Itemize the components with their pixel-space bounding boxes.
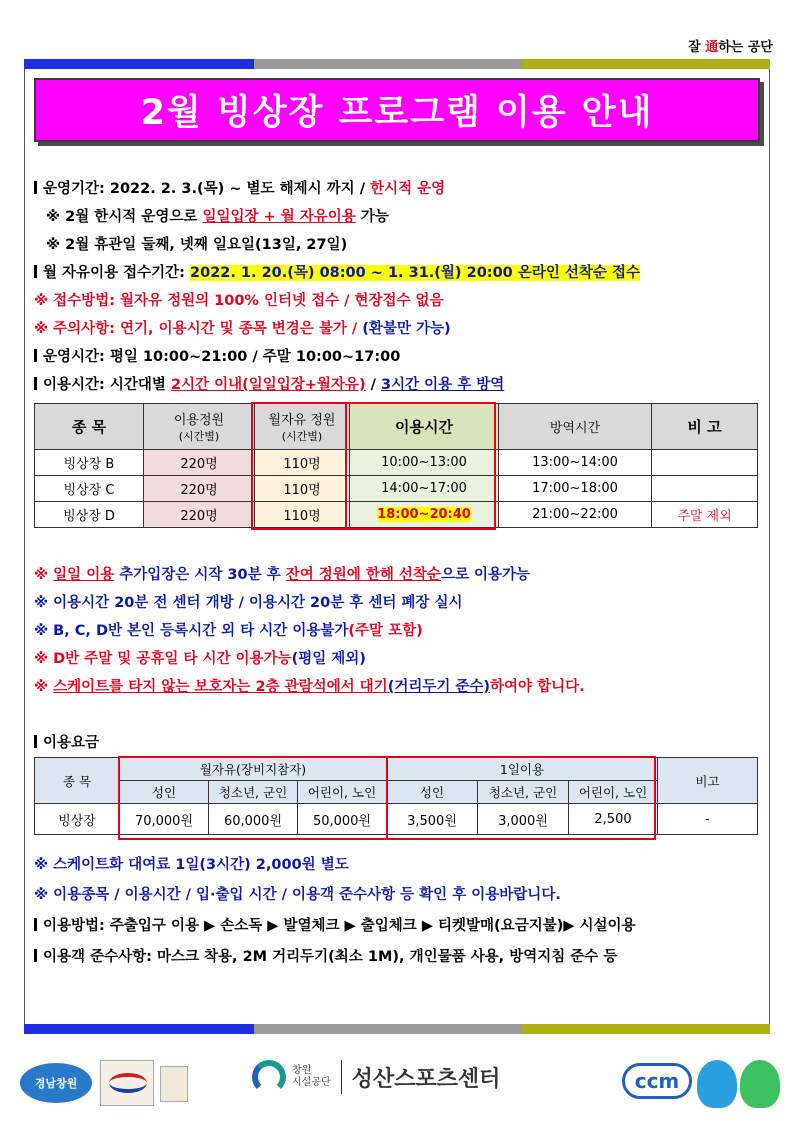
note-d-weekend: ※ D반 주말 및 공휴일 타 시간 이용가능(평일 제외) xyxy=(34,651,366,667)
info-period: 운영기간: 2022. 2. 3.(목) ~ 별도 해제시 까지 / 한시적 운영 xyxy=(34,177,445,198)
emblem-logo xyxy=(100,1060,154,1106)
info-method: ※ 접수방법: 월자유 정원의 100% 인터넷 접수 / 현장접수 없음 xyxy=(34,293,444,309)
header-item: 종 목 xyxy=(35,404,144,450)
center-name: 성산스포츠센터 xyxy=(351,1066,501,1092)
note-daily-entry: ※ 일일 이용 추가입장은 시작 30분 후 잔여 정원에 한해 선착순으로 이용가능 xyxy=(34,567,531,583)
info-usage-method: 이용방법: 주출입구 이용 ▶ 손소독 ▶ 발열체크 ▶ 출입체크 ▶ 티켓발매(요금지불)▶ 시설이용 xyxy=(34,914,636,935)
table-row: 빙상장 70,000원 60,000원 50,000원 3,500원 3,000원 2,500 - xyxy=(35,804,758,835)
title-banner xyxy=(34,78,760,142)
schedule-table xyxy=(34,403,758,528)
info-usage-time: 이용시간: 시간대별 2시간 이내(일일입장+월자유) / 3시간 이용 후 방역 xyxy=(34,373,504,394)
note-bcd: ※ B, C, D반 본인 등록시간 외 타 시간 이용불가(주말 포함) xyxy=(34,623,423,639)
ccm-logo: ccm xyxy=(622,1063,692,1099)
fee-heading: 이용요금 xyxy=(34,731,99,752)
table-header-row xyxy=(35,404,758,450)
fee-header-row: 종 목 월자유(장비지참자) 1일이용 비고 xyxy=(35,758,758,781)
table-row: 빙상장 B 220명 110명 10:00~13:00 13:00~14:00 xyxy=(35,450,758,476)
info-hours: 운영시간: 평일 10:00~21:00 / 주말 10:00~17:00 xyxy=(34,345,400,366)
city-logo: 경남창원 xyxy=(20,1063,92,1103)
header-monthly-capacity: 월자유 정원 (시간별) xyxy=(255,404,350,450)
header-usage-time: 이용시간 xyxy=(350,404,499,450)
page-title: 2월 빙상장 프로그램 이용 안내 xyxy=(140,93,654,133)
fee-subheader-row: 성인 청소년, 군인 어린이, 노인 성인 청소년, 군인 어린이, 노인 xyxy=(35,781,758,804)
emblem-small-logo xyxy=(160,1066,188,1102)
header-capacity: 이용정원 (시간별) xyxy=(144,404,255,450)
info-feb-note: ※ 2월 한시적 운영으로 일일입장 + 월 자유이용 가능 xyxy=(46,209,389,225)
info-visitor-rules: 이용객 준수사항: 마스크 착용, 2M 거리두기(최소 1M), 개인물품 사용, 방역지침 준수 등 xyxy=(34,945,617,966)
bottom-color-bar xyxy=(24,1024,770,1034)
info-registration: 월 자유이용 접수기간: 2022. 1. 20.(목) 08:00 ~ 1. 31.(월) 20:00 온라인 선착순 접수 xyxy=(34,261,640,282)
slogan: 잘 通하는 공단 xyxy=(688,40,773,55)
header-note: 비 고 xyxy=(652,404,758,450)
swirl-icon xyxy=(252,1060,286,1094)
center-logo: 창원 시설공단 성산스포츠센터 xyxy=(252,1060,500,1094)
mascot-blue-icon xyxy=(697,1060,737,1108)
note-check-before: ※ 이용종목 / 이용시간 / 입·출입 시간 / 이용객 준수사항 등 확인 후 이용바랍니다. xyxy=(34,887,561,903)
fee-table xyxy=(34,757,758,835)
note-open-close: ※ 이용시간 20분 전 센터 개방 / 이용시간 20분 후 센터 폐장 실시 xyxy=(34,595,463,611)
note-skate-rental: ※ 스케이트화 대여료 1일(3시간) 2,000원 별도 xyxy=(34,857,349,873)
top-color-bar xyxy=(24,59,770,69)
info-caution: ※ 주의사항: 연기, 이용시간 및 종목 변경은 불가 / (환불만 가능) xyxy=(34,321,451,337)
header-disinfect-time: 방역시간 xyxy=(499,404,652,450)
info-closed-days: ※ 2월 휴관일 둘째, 넷째 일요일(13일, 27일) xyxy=(46,237,348,253)
table-row: 빙상장 D 220명 110명 18:00~20:40 21:00~22:00 주말 제외 xyxy=(35,502,758,528)
table-row: 빙상장 C 220명 110명 14:00~17:00 17:00~18:00 xyxy=(35,476,758,502)
note-guardian: ※ 스케이트를 타지 않는 보호자는 2층 관람석에서 대기(거리두기 준수)하여야 합니다. xyxy=(34,679,585,695)
mascot-green-icon xyxy=(740,1060,780,1108)
